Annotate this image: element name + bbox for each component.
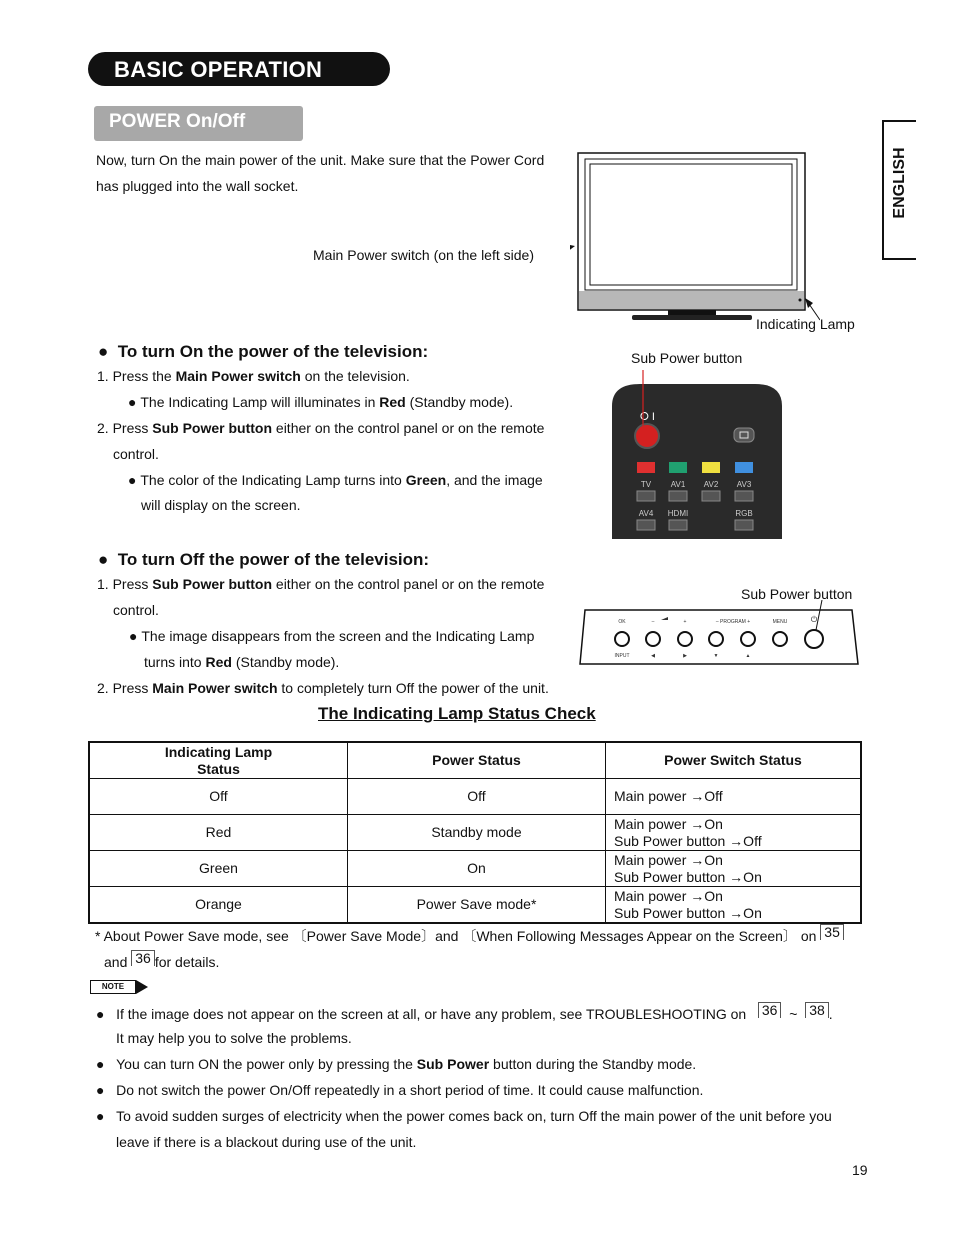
remote-red-button <box>637 462 655 473</box>
panel-label-down: ▼ <box>713 653 719 659</box>
turn-off-step-1-sub-cont: turns into Red (Standby mode). <box>144 654 340 670</box>
intro-line-1: Now, turn On the main power of the unit. Make sure that the Power Cord <box>96 152 545 168</box>
panel-label-left: ◀ <box>651 653 655 659</box>
panel-label-up: ▲ <box>745 653 751 659</box>
turn-off-step-1-cont: control. <box>113 602 159 618</box>
remote-label-av4: AV4 <box>638 509 654 518</box>
panel-label-vol-down: – <box>651 619 655 625</box>
cell-lamp: Green <box>89 851 348 887</box>
language-tab-label: ENGLISH <box>891 147 908 219</box>
turn-on-step-1: 1. Press the Main Power switch on the television. <box>97 368 410 384</box>
subsection-title-bar <box>94 106 303 141</box>
remote-label-av3: AV3 <box>736 480 752 489</box>
remote-label-rgb: RGB <box>735 509 753 518</box>
control-panel-illustration <box>576 600 862 670</box>
table-row <box>89 779 861 815</box>
tv-speaker-bar <box>579 291 804 309</box>
note-1: ● If the image does not appear on the screen at all, or have any problem, see TROUBLESHOOTING on 36 ~ 38 . <box>96 1002 833 1022</box>
turn-off-step-1-sub: ● The image disappears from the screen and the Indicating Lamp <box>129 628 535 644</box>
panel-label-ok: OK <box>618 619 626 625</box>
note-2: ● You can turn ON the power only by pressing the Sub Power button during the Standby mode. <box>96 1056 697 1072</box>
turn-on-step-2-sub-cont: will display on the screen. <box>141 497 301 513</box>
page-number: 19 <box>852 1162 868 1178</box>
footnote-line-2: and 36 for details. <box>104 950 220 970</box>
cell-power: Off <box>348 779 606 815</box>
cell-lamp: Red <box>89 815 348 851</box>
tv-screen <box>590 164 792 285</box>
remote-blue-button <box>735 462 753 473</box>
turn-on-step-2-sub: ● The color of the Indicating Lamp turns into Green, and the image <box>128 472 543 488</box>
indicating-lamp-dot <box>799 299 802 302</box>
header-switch-status: Power Switch Status <box>606 742 862 779</box>
turn-off-heading: ● To turn Off the power of the television: <box>98 550 430 569</box>
lamp-status-table <box>88 741 862 924</box>
tv-stand-base <box>632 315 752 320</box>
note-arrow-icon <box>136 980 148 994</box>
remote-label-tv: TV <box>640 480 652 489</box>
main-power-switch-callout: Main Power switch (on the left side) <box>313 247 534 263</box>
sub-power-button-panel-callout: Sub Power button <box>741 586 853 602</box>
note-4: ● To avoid sudden surges of electricity when the power comes back on, turn Off the main power of the unit before you <box>96 1108 832 1124</box>
note-label: NOTE <box>90 980 136 994</box>
table-row <box>89 887 861 924</box>
panel-label-menu: MENU <box>772 619 788 625</box>
header-power-status: Power Status <box>348 742 606 779</box>
cell-switch: Main power →Off <box>606 779 862 815</box>
cell-lamp: Off <box>89 779 348 815</box>
note-1-cont: It may help you to solve the problems. <box>116 1030 352 1046</box>
cell-power: Standby mode <box>348 815 606 851</box>
subsection-title: POWER On/Off <box>109 111 246 132</box>
table-header-row <box>89 742 861 779</box>
remote-yellow-button <box>702 462 720 473</box>
turn-on-step-1-sub: ● The Indicating Lamp will illuminates in Red (Standby mode). <box>128 394 514 410</box>
page-ref-36b[interactable]: 36 <box>758 1002 782 1018</box>
panel-label-input: INPUT <box>614 653 630 659</box>
panel-label-right: ▶ <box>683 653 687 659</box>
turn-on-heading: ● To turn On the power of the television: <box>98 342 429 361</box>
remote-illustration <box>610 366 785 541</box>
page-ref-36[interactable]: 36 <box>131 950 155 966</box>
cell-switch: Main power →On Sub Power button →On <box>606 887 862 924</box>
turn-on-step-2: 2. Press Sub Power button either on the control panel or on the remote <box>97 420 545 436</box>
remote-label-hdmi: HDMI <box>667 509 689 518</box>
remote-sub-power-button <box>635 424 659 448</box>
section-title-bar <box>88 52 390 86</box>
panel-label-program: – PROGRAM + <box>715 619 751 625</box>
footnote-line-1: * About Power Save mode, see 〔Power Save Mode〕and 〔When Following Messages Appear on the Screen〕 on 35 <box>95 928 844 944</box>
table-row <box>89 851 861 887</box>
cell-switch: Main power →On Sub Power button →Off <box>606 815 862 851</box>
remote-power-glyph: ⭘ I <box>640 411 655 423</box>
intro-line-2: has plugged into the wall socket. <box>96 178 299 194</box>
turn-off-step-2: 2. Press Main Power switch to completely turn Off the power of the unit. <box>97 680 549 696</box>
sub-power-button-remote-callout: Sub Power button <box>631 350 743 366</box>
table-title: The Indicating Lamp Status Check <box>318 704 596 723</box>
cell-power: On <box>348 851 606 887</box>
note-4-cont: leave if there is a blackout during use of the unit. <box>116 1134 417 1150</box>
remote-label-av2: AV2 <box>703 480 719 489</box>
remote-body <box>612 384 782 539</box>
cell-power: Power Save mode* <box>348 887 606 924</box>
remote-green-button <box>669 462 687 473</box>
remote-label-av1: AV1 <box>670 480 686 489</box>
turn-on-step-2-cont: control. <box>113 446 159 462</box>
remote-round-button <box>734 428 754 442</box>
tv-illustration <box>570 148 820 328</box>
cell-switch: Main power →On Sub Power button →On <box>606 851 862 887</box>
cell-lamp: Orange <box>89 887 348 924</box>
panel-label-vol-up: + <box>683 619 687 625</box>
note-3: ● Do not switch the power On/Off repeatedly in a short period of time. It could cause malfunction. <box>96 1082 704 1098</box>
indicating-lamp-callout: Indicating Lamp <box>756 316 855 332</box>
tv-stand-neck <box>668 310 716 315</box>
table-row <box>89 815 861 851</box>
panel-power-icon: ⏻ <box>810 615 818 624</box>
header-lamp-status: Indicating Lamp Status <box>89 742 348 779</box>
page-ref-35[interactable]: 35 <box>820 924 844 940</box>
turn-off-step-1: 1. Press Sub Power button either on the control panel or on the remote <box>97 576 545 592</box>
section-title: BASIC OPERATION <box>114 57 323 82</box>
language-tab <box>882 120 916 260</box>
page-ref-38[interactable]: 38 <box>805 1002 829 1018</box>
